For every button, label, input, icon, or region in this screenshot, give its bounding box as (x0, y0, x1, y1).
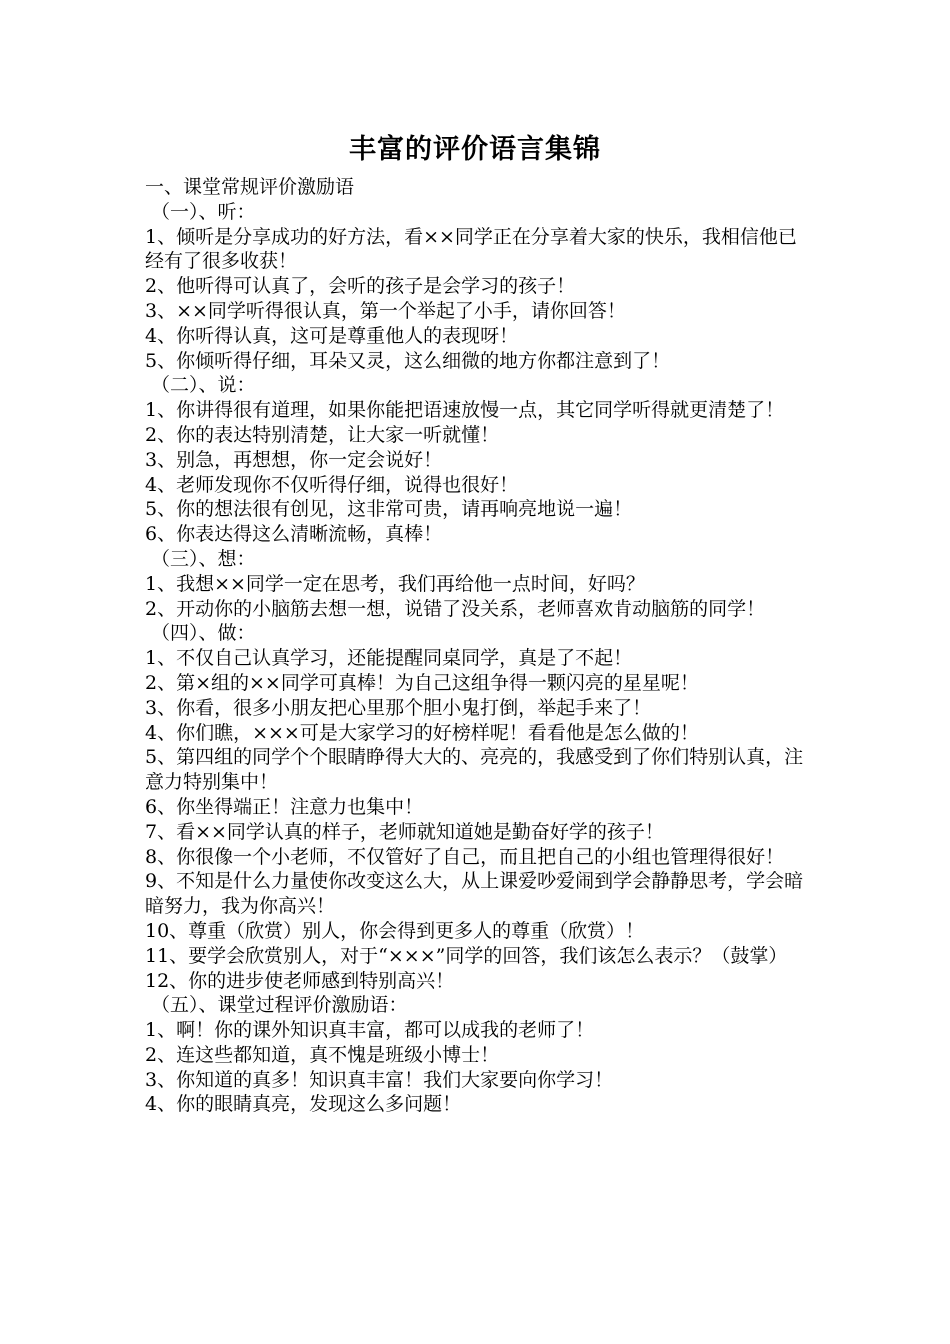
list-item: 2、你的表达特别清楚，让大家一听就懂！ (145, 423, 500, 446)
list-item: 5、第四组的同学个个眼睛睁得大大的、亮亮的，我感受到了你们特别认真，注意力特别集中！ (145, 746, 804, 794)
list-item: 3、××同学听得很认真，第一个举起了小手，请你回答！ (145, 299, 626, 322)
list-item: 1、我想××同学一定在思考，我们再给他一点时间，好吗？ (145, 572, 645, 595)
list-item: 1、不仅自己认真学习，还能提醒同桌同学，真是了不起！ (145, 647, 633, 670)
list-item: 5、你的想法很有创见，这非常可贵，请再响亮地说一遍！ (145, 498, 633, 521)
list-item: 1、你讲得很有道理，如果你能把语速放慢一点，其它同学听得就更清楚了！ (145, 399, 785, 422)
list-item: 4、你听得认真，这可是尊重他人的表现呀！ (145, 324, 519, 347)
list-item: 6、你表达得这么清晰流畅，真棒！ (145, 523, 443, 546)
section-heading-main: 一、课堂常规评价激励语 (145, 176, 355, 198)
list-item: 9、不知是什么力量使你改变这么大，从上课爱吵爱闹到学会静静思考，学会暗暗努力，我为你高兴！ (145, 870, 804, 918)
list-item: 2、开动你的小脑筋去想一想，说错了没关系，老师喜欢肯动脑筋的同学！ (145, 597, 766, 620)
list-item: 4、你们瞧，×××可是大家学习的好榜样呢！看看他是怎么做的！ (145, 721, 699, 744)
list-item: 2、第×组的××同学可真棒！为自己这组争得一颗闪亮的星星呢！ (145, 671, 699, 694)
subsection-heading-listen: （一）、听： (151, 200, 256, 223)
list-item: 2、他听得可认真了，会听的孩子是会学习的孩子！ (145, 275, 576, 298)
subsection-heading-do: （四）、做： (151, 622, 256, 645)
page-title: 丰富的评价语言集锦 (349, 134, 601, 165)
list-item: 3、你知道的真多！知识真丰富！我们大家要向你学习！ (145, 1068, 614, 1091)
list-item: 2、连这些都知道，真不愧是班级小博士！ (145, 1043, 500, 1066)
list-item: 1、啊！你的课外知识真丰富，都可以成我的老师了！ (145, 1019, 595, 1042)
list-item: 3、别急，再想想，你一定会说好！ (145, 448, 443, 471)
document-body (145, 175, 813, 1117)
list-item: 1、倾听是分享成功的好方法，看××同学正在分享着大家的快乐，我相信他已经有了很多收获！ (145, 225, 797, 273)
subsection-heading-speak: （二）、说： (151, 374, 256, 397)
list-item: 4、你的眼睛真亮，发现这么多问题！ (145, 1093, 462, 1116)
list-item: 3、你看，很多小朋友把心里那个胆小鬼打倒，举起手来了！ (145, 696, 652, 719)
list-item: 7、看××同学认真的样子，老师就知道她是勤奋好学的孩子！ (145, 820, 664, 843)
list-item: 8、你很像一个小老师，不仅管好了自己，而且把自己的小组也管理得很好！ (145, 845, 785, 868)
list-item: 4、老师发现你不仅听得仔细，说得也很好！ (145, 473, 519, 496)
list-item: 11、要学会欣赏别人，对于“×××”同学的回答，我们该怎么表示？（鼓掌） (145, 944, 788, 967)
subsection-heading-process: （五）、课堂过程评价激励语： (151, 994, 408, 1017)
list-item: 10、尊重（欣赏）别人，你会得到更多人的尊重（欣赏）！ (145, 919, 645, 942)
list-item: 5、你倾听得仔细，耳朵又灵，这么细微的地方你都注意到了！ (145, 349, 671, 372)
subsection-heading-think: （三）、想： (151, 547, 256, 570)
list-item: 12、你的进步使老师感到特别高兴！ (145, 969, 455, 992)
list-item: 6、你坐得端正！注意力也集中！ (145, 795, 424, 818)
